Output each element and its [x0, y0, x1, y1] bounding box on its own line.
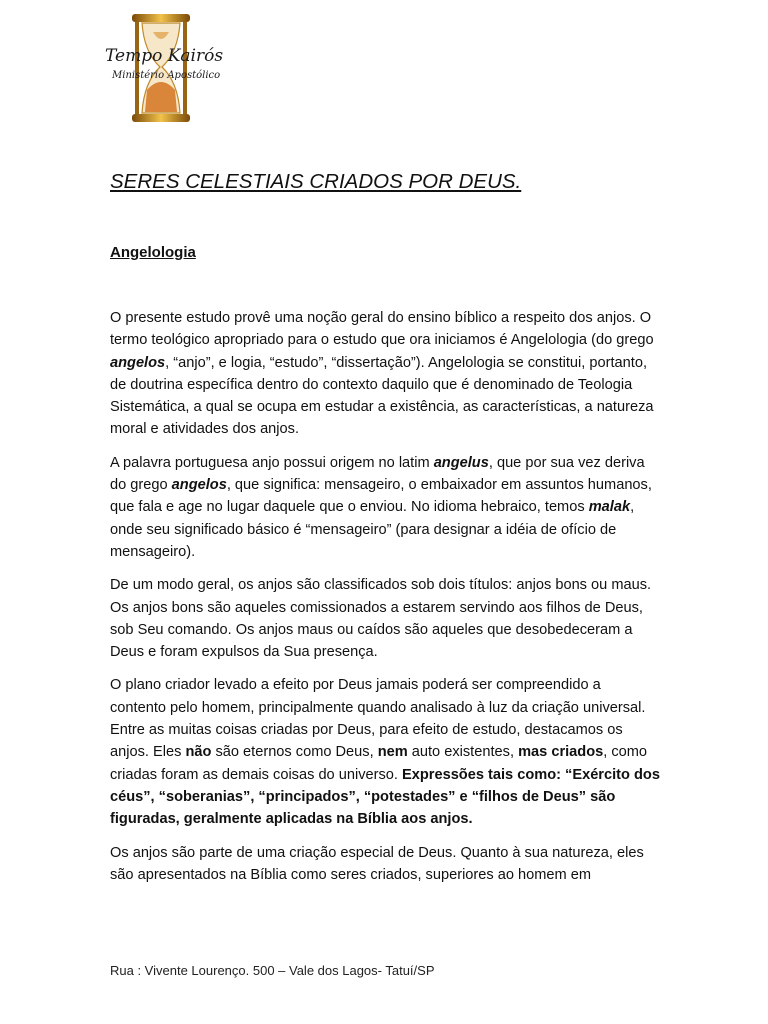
paragraph-1-text-c: , “anjo”, e logia, “estudo”, “dissertação”). Angelologia se constitui, portanto, de doutrina específica dentro do contexto daquilo que é denominado de Teologia Sistemática, a qual se ocupa em estudar a existência, as características, a natureza moral e atividades dos anjos.	[110, 354, 654, 438]
logo	[100, 12, 230, 127]
paragraph-3: De um modo geral, os anjos são classificados sob dois títulos: anjos bons ou maus. Os anjos bons são aqueles comissionados a estarem servindo aos filhos de Deus, sob Seu comando. Os anjos maus ou caídos são aqueles que desobedeceram a Deus e foram expulsos da Sua presença.	[110, 577, 652, 661]
paragraph-4-text-c: são eternos como Deus,	[211, 744, 378, 761]
emphasis-mas-criados: mas criados	[518, 744, 604, 761]
logo-title: Tempo Kairós	[105, 46, 224, 66]
emphasis-nem: nem	[377, 744, 408, 761]
term-angelos-2: angelos	[171, 477, 227, 494]
paragraph-1-text-a: O presente estudo provê uma noção geral do ensino bíblico a respeito dos anjos. O termo teológico apropriado para o estudo que ora iniciamos é Angelologia (do grego	[110, 310, 654, 349]
term-malak: malak	[588, 499, 631, 516]
footer-address: Rua : Vivente Lourenço. 500 – Vale dos Lagos- Tatuí/SP	[110, 963, 435, 978]
emphasis-expressions: Expressões tais como: “Exército dos céus”, “soberanias”, “principados”, “potestades” e “filhos de Deus” são figuradas, geralmente aplicadas na Bíblia aos anjos.	[110, 766, 660, 828]
paragraph-4	[110, 674, 660, 830]
emphasis-nao: não	[185, 744, 212, 761]
section-heading: Angelologia	[110, 244, 196, 261]
logo-subtitle: Ministério Apostólico	[112, 70, 221, 81]
paragraph-2-text-g: , onde seu significado básico é “mensageiro” (para designar a idéia de ofício de mensageiro).	[110, 499, 635, 560]
term-angelos: angelos	[110, 354, 166, 371]
paragraph-4-text-g: , como criadas foram as demais coisas do universo.	[110, 744, 648, 783]
term-angelus: angelus	[433, 454, 489, 471]
paragraph-2-text-a: A palavra portuguesa anjo possui origem no latim	[110, 454, 434, 471]
paragraph-5: Os anjos são parte de uma criação especial de Deus. Quanto à sua natureza, eles são apresentados na Bíblia como seres criados, superiores ao homem em	[110, 844, 644, 883]
paragraph-4-text-a: O plano criador levado a efeito por Deus jamais poderá ser compreendido a contento pelo homem, principalmente quando analisado à luz da criação universal. Entre as muitas coisas criadas por Deus, para efeito de estudo, destacamos os anjos. Eles	[110, 677, 646, 761]
paragraph-2	[110, 452, 660, 563]
document-title: SERES CELESTIAIS CRIADOS POR DEUS.	[110, 170, 522, 193]
paragraph-4-text-e: auto existentes,	[407, 744, 519, 761]
paragraph-2-text-c: , que por sua vez deriva do grego	[110, 454, 645, 494]
document-body	[110, 170, 660, 897]
paragraph-2-text-e: , que significa: mensageiro, o embaixador em assuntos humanos, que fala e age no lugar daquele que o enviou. No idioma hebraico, temos	[110, 477, 652, 516]
hourglass-icon	[128, 12, 194, 124]
paragraph-1	[110, 307, 660, 441]
